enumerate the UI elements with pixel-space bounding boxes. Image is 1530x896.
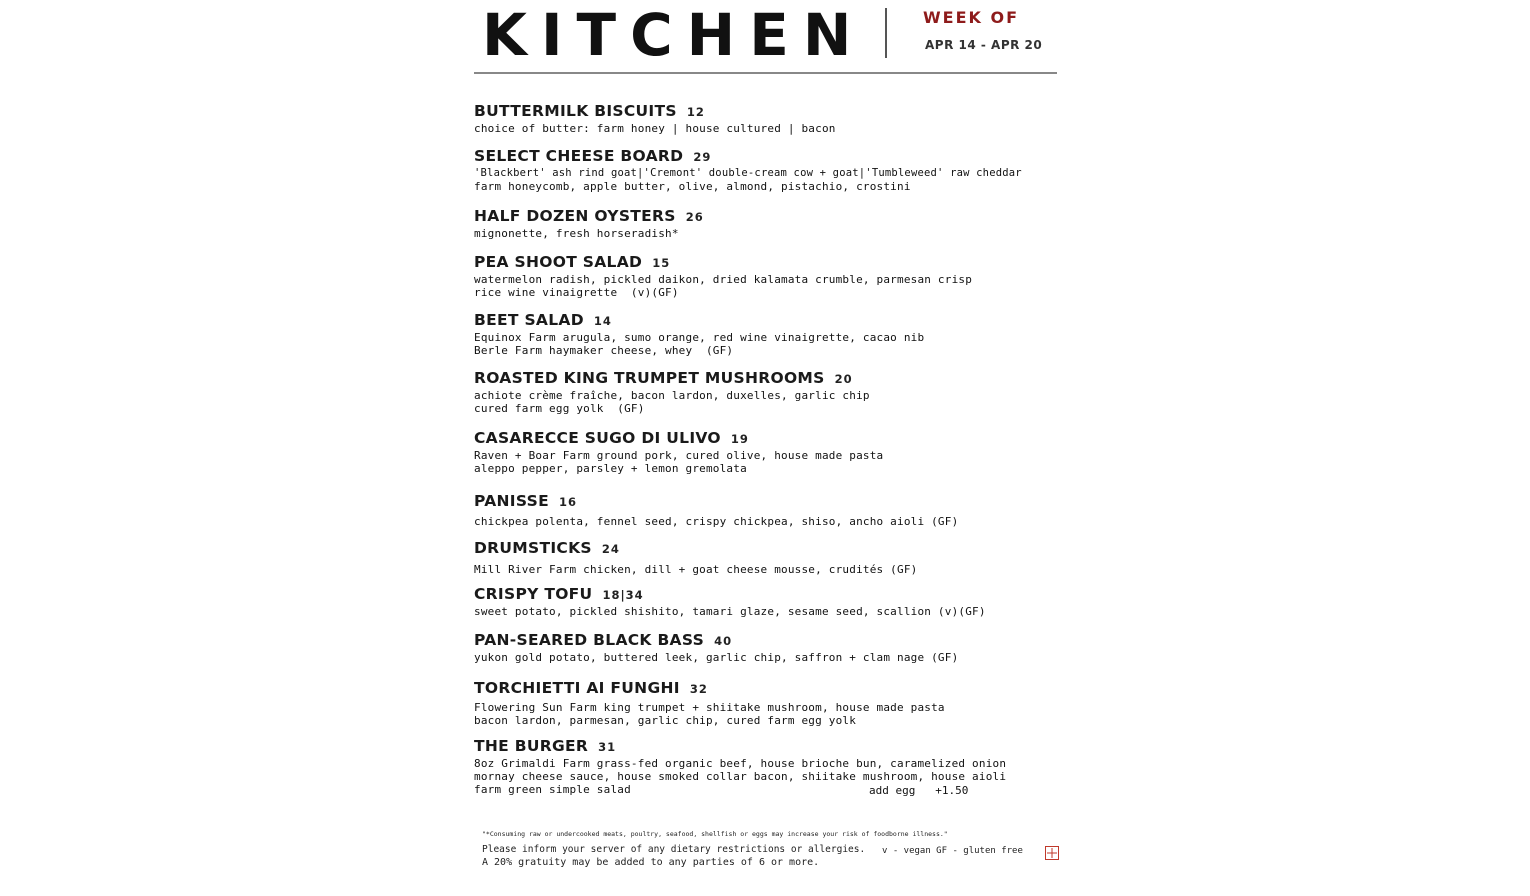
item-description: farm green simple salad (474, 783, 631, 796)
item-description: aleppo pepper, parsley + lemon gremolata (474, 462, 747, 475)
restaurant-brand: KITCHEN (482, 1, 866, 69)
item-name: BEET SALAD (474, 311, 584, 329)
menu-item (474, 428, 1064, 475)
item-description: 'Blackbert' ash rind goat|'Cremont' double-cream cow + goat|'Tumbleweed' raw cheddar (474, 167, 1022, 179)
item-price: 40 (714, 634, 733, 648)
menu-item (474, 584, 1064, 618)
menu-item (474, 678, 1064, 727)
item-description: Mill River Farm chicken, dill + goat cheese mousse, crudités (GF) (474, 563, 918, 576)
dietary-legend: v - vegan GF - gluten free (882, 846, 1023, 856)
week-dates: APR 14 - APR 20 (925, 38, 1043, 52)
dietary-notice: Please inform your server of any dietary restrictions or allergies. (482, 844, 866, 855)
item-price: 20 (834, 372, 853, 386)
menu-item (474, 310, 1064, 357)
item-name: CRISPY TOFU (474, 585, 593, 603)
item-description: 8oz Grimaldi Farm grass-fed organic beef, house brioche bun, caramelized onion (474, 757, 1007, 770)
item-description: Raven + Boar Farm ground pork, cured olive, house made pasta (474, 449, 884, 462)
item-price: 31 (598, 740, 617, 754)
item-price: 15 (652, 256, 671, 270)
menu-item (474, 146, 1064, 193)
item-description: rice wine vinaigrette (v)(GF) (474, 286, 679, 299)
item-name: PAN-SEARED BLACK BASS (474, 631, 705, 649)
item-name: TORCHIETTI AI FUNGHI (474, 679, 680, 697)
item-name: CASARECCE SUGO DI ULIVO (474, 429, 721, 447)
item-description: sweet potato, pickled shishito, tamari glaze, sesame seed, scallion (v)(GF) (474, 605, 986, 618)
menu-item (474, 252, 1064, 299)
foodborne-warning: "*Consuming raw or undercooked meats, poultry, seafood, shellfish or eggs may increase your risk of foodborne illness." (482, 830, 948, 838)
menu-item (474, 736, 1064, 796)
header-divider (885, 8, 887, 58)
item-name: THE BURGER (474, 737, 589, 755)
item-name: HALF DOZEN OYSTERS (474, 207, 676, 225)
item-description: cured farm egg yolk (GF) (474, 402, 645, 415)
menu-page (474, 0, 1064, 896)
item-description: bacon lardon, parmesan, garlic chip, cured farm egg yolk (474, 714, 857, 727)
item-description: chickpea polenta, fennel seed, crispy chickpea, shiso, ancho aioli (GF) (474, 515, 959, 528)
item-description: choice of butter: farm honey | house cultured | bacon (474, 122, 836, 135)
item-price: 24 (601, 542, 620, 556)
item-name: BUTTERMILK BISCUITS (474, 102, 677, 120)
item-price: 19 (730, 432, 749, 446)
item-price: 12 (686, 105, 705, 119)
item-description: Equinox Farm arugula, sumo orange, red wine vinaigrette, cacao nib (474, 331, 925, 344)
week-label: WEEK OF (923, 8, 1020, 27)
item-name: SELECT CHEESE BOARD (474, 147, 684, 165)
menu-item (474, 206, 1064, 240)
item-description: mornay cheese sauce, house smoked collar bacon, shiitake mushroom, house aioli (474, 770, 1007, 783)
menu-item (474, 368, 1064, 415)
item-name: PEA SHOOT SALAD (474, 253, 643, 271)
item-price: 18|34 (602, 588, 644, 602)
menu-item (474, 491, 1064, 528)
item-description: watermelon radish, pickled daikon, dried kalamata crumble, parmesan crisp (474, 273, 973, 286)
item-description: Berle Farm haymaker cheese, whey (GF) (474, 344, 734, 357)
item-description: mignonette, fresh horseradish* (474, 227, 679, 240)
item-description: yukon gold potato, buttered leek, garlic chip, saffron + clam nage (GF) (474, 651, 959, 664)
item-name: ROASTED KING TRUMPET MUSHROOMS (474, 369, 825, 387)
item-price: 29 (693, 150, 712, 164)
item-price: 26 (685, 210, 704, 224)
item-name: PANISSE (474, 492, 549, 510)
item-price: 14 (593, 314, 612, 328)
item-description: farm honeycomb, apple butter, olive, almond, pistachio, crostini (474, 180, 911, 193)
item-name: DRUMSTICKS (474, 539, 592, 557)
burger-addon: add egg +1.50 (869, 784, 969, 797)
hospital-cross-icon (1045, 846, 1059, 860)
menu-item (474, 101, 1064, 135)
menu-item (474, 630, 1064, 664)
item-price: 16 (559, 495, 578, 509)
item-description: Flowering Sun Farm king trumpet + shiitake mushroom, house made pasta (474, 701, 945, 714)
item-description: achiote crème fraîche, bacon lardon, duxelles, garlic chip (474, 389, 870, 402)
header-rule (474, 72, 1057, 74)
item-price: 32 (689, 682, 708, 696)
gratuity-notice: A 20% gratuity may be added to any parties of 6 or more. (482, 857, 820, 868)
menu-item (474, 538, 1064, 576)
